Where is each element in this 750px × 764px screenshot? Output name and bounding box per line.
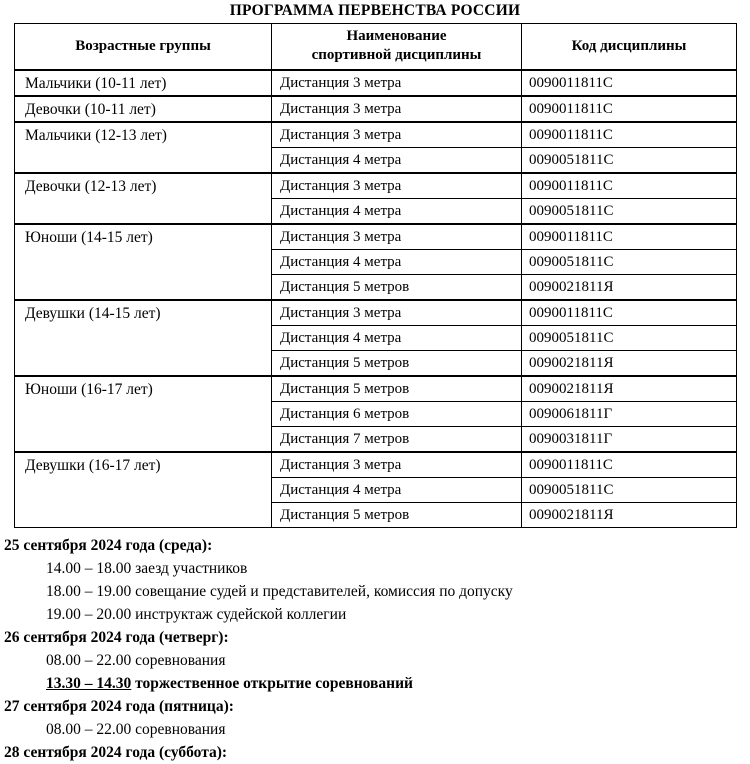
discipline-cell: Дистанция 5 метров: [272, 503, 522, 528]
age-group-cell: Девушки (16-17 лет): [15, 452, 272, 528]
table-header: [15, 24, 737, 71]
column-header-discipline-name-line2: спортивной дисциплины: [311, 47, 482, 63]
schedule-item: [4, 603, 750, 626]
table-row: [15, 122, 737, 148]
schedule-item-time: 18.00 – 19.00: [46, 583, 132, 600]
schedule-item-description: соревнования: [135, 721, 226, 738]
discipline-code-cell: 0090051811С: [522, 250, 737, 275]
table-row: [15, 224, 737, 250]
schedule-item-time: 19.00 – 20.00: [46, 606, 132, 623]
discipline-cell: Дистанция 4 метра: [272, 199, 522, 225]
discipline-cell: Дистанция 3 метра: [272, 173, 522, 199]
discipline-code-cell: 0090021811Я: [522, 275, 737, 301]
discipline-code-cell: 0090011811С: [522, 122, 737, 148]
schedule-day-heading: 25 сентября 2024 года (среда):: [4, 537, 213, 554]
table-header-row: [15, 24, 737, 71]
discipline-code-cell: 0090021811Я: [522, 503, 737, 528]
schedule-item-description: заезд участников: [135, 560, 248, 577]
discipline-code-cell: 0090061811Г: [522, 402, 737, 427]
discipline-cell: Дистанция 3 метра: [272, 224, 522, 250]
discipline-cell: Дистанция 4 метра: [272, 478, 522, 503]
discipline-cell: Дистанция 3 метра: [272, 452, 522, 478]
column-header-discipline-name-line1: Наименование: [346, 28, 447, 44]
schedule-item: [4, 580, 750, 603]
discipline-code-cell: 0090051811С: [522, 478, 737, 503]
table-row: [15, 173, 737, 199]
discipline-code-cell: 0090031811Г: [522, 427, 737, 453]
table-row: [15, 452, 737, 478]
discipline-cell: Дистанция 4 метра: [272, 250, 522, 275]
schedule-item: [4, 649, 750, 672]
schedule-item-time: 08.00 – 22.00: [46, 652, 132, 669]
age-group-cell: Юноши (16-17 лет): [15, 376, 272, 452]
table-row: [15, 300, 737, 326]
age-group-cell: Мальчики (12-13 лет): [15, 122, 272, 173]
discipline-code-cell: 0090011811С: [522, 224, 737, 250]
discipline-cell: Дистанция 6 метров: [272, 402, 522, 427]
schedule-item-time: 14.00 – 18.00: [46, 560, 132, 577]
schedule-item-description: торжественное открытие соревнований: [135, 675, 413, 692]
discipline-code-cell: 0090011811С: [522, 452, 737, 478]
discipline-cell: Дистанция 7 метров: [272, 427, 522, 453]
discipline-code-cell: 0090051811С: [522, 326, 737, 351]
age-group-cell: Юноши (14-15 лет): [15, 224, 272, 300]
column-header-age-groups: Возрастные группы: [15, 24, 272, 71]
discipline-code-cell: 0090011811С: [522, 173, 737, 199]
discipline-cell: Дистанция 4 метра: [272, 326, 522, 351]
schedule-item-time: 08.00 – 22.00: [46, 721, 132, 738]
schedule-item-description: инструктаж судейской коллегии: [135, 606, 347, 623]
table-row: [15, 70, 737, 96]
column-header-discipline-name: [272, 24, 522, 71]
schedule-item: [4, 557, 750, 580]
schedule-day-heading: 26 сентября 2024 года (четверг):: [4, 629, 229, 646]
schedule-section: [0, 534, 750, 764]
program-table: [14, 23, 737, 528]
discipline-cell: Дистанция 3 метра: [272, 122, 522, 148]
discipline-cell: Дистанция 5 метров: [272, 351, 522, 377]
table-body: [15, 70, 737, 528]
discipline-code-cell: 0090011811С: [522, 96, 737, 122]
table-row: [15, 376, 737, 402]
schedule-item-time: 13.30 – 14.30: [46, 675, 132, 692]
discipline-code-cell: 0090011811С: [522, 70, 737, 96]
discipline-cell: Дистанция 3 метра: [272, 96, 522, 122]
age-group-cell: Девушки (14-15 лет): [15, 300, 272, 376]
schedule-item-description: соревнования: [135, 652, 226, 669]
discipline-cell: Дистанция 3 метра: [272, 70, 522, 96]
discipline-code-cell: 0090051811С: [522, 148, 737, 174]
age-group-cell: Девочки (12-13 лет): [15, 173, 272, 224]
age-group-cell: Девочки (10-11 лет): [15, 96, 272, 122]
discipline-cell: Дистанция 5 метров: [272, 376, 522, 402]
age-group-cell: Мальчики (10-11 лет): [15, 70, 272, 96]
schedule-item-description: совещание судей и представителей, комиссия по допуску: [135, 583, 513, 600]
table-row: [15, 96, 737, 122]
discipline-code-cell: 0090021811Я: [522, 351, 737, 377]
discipline-cell: Дистанция 4 метра: [272, 148, 522, 174]
discipline-code-cell: 0090051811С: [522, 199, 737, 225]
discipline-code-cell: 0090021811Я: [522, 376, 737, 402]
schedule-day-heading: 28 сентября 2024 года (суббота):: [4, 744, 228, 761]
discipline-cell: Дистанция 5 метров: [272, 275, 522, 301]
discipline-cell: Дистанция 3 метра: [272, 300, 522, 326]
column-header-discipline-code: Код дисциплины: [522, 24, 737, 71]
schedule-day-heading: 27 сентября 2024 года (пятница):: [4, 698, 234, 715]
discipline-code-cell: 0090011811С: [522, 300, 737, 326]
schedule-item: [4, 672, 750, 695]
page-title: ПРОГРАММА ПЕРВЕНСТВА РОССИИ: [229, 2, 521, 19]
